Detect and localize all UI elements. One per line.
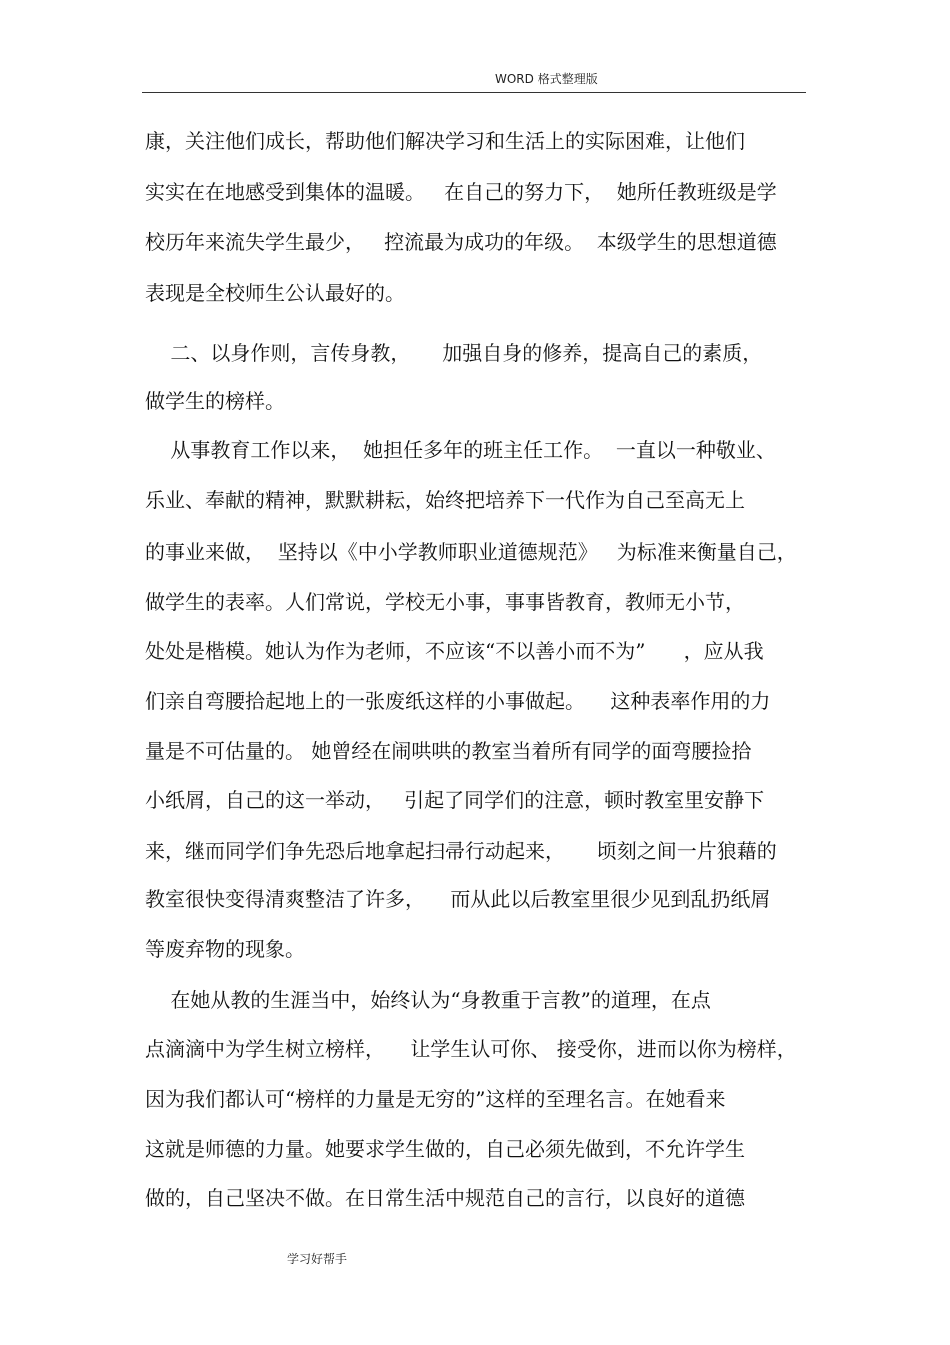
text-line: 做的，自己坚决不做。在日常生活中规范自己的言行，以良好的道德 bbox=[145, 1186, 745, 1210]
text-line: 小纸屑，自己的这一举动， 引起了同学们的注意，顿时教室里安静下 bbox=[145, 788, 765, 812]
section-heading: 二、以身作则，言传身教， 加强自身的修养，提高自己的素质， bbox=[145, 341, 763, 365]
page-footer: 学习好帮手 bbox=[287, 1252, 348, 1266]
text-line: 处处是楷模。她认为作为老师，不应该“不以善小而不为” ，应从我 bbox=[145, 639, 764, 663]
text-line: 们亲自弯腰拾起地上的一张废纸这样的小事做起。 这种表率作用的力 bbox=[145, 689, 771, 713]
text-line: 教室很快变得清爽整洁了许多， 而从此以后教室里很少见到乱扔纸屑 bbox=[145, 887, 771, 911]
header-title: WORD 格式整理版 bbox=[495, 72, 598, 86]
text-line: 康，关注他们成长，帮助他们解决学习和生活上的实际困难，让他们 bbox=[145, 129, 745, 153]
text-line: 乐业、奉献的精神，默默耕耘，始终把培养下一代作为自己至高无上 bbox=[145, 488, 745, 512]
text-line: 从事教育工作以来， 她担任多年的班主任工作。 一直以一种敬业、 bbox=[145, 438, 776, 462]
text-line: 点滴滴中为学生树立榜样， 让学生认可你、 接受你，进而以你为榜样， bbox=[145, 1037, 797, 1061]
text-line: 在她从教的生涯当中，始终认为“身教重于言教”的道理，在点 bbox=[145, 988, 711, 1012]
text-line: 做学生的榜样。 bbox=[145, 389, 285, 413]
text-line: 因为我们都认可“榜样的力量是无穷的”这样的至理名言。在她看来 bbox=[145, 1087, 726, 1111]
text-line: 量是不可估量的。 她曾经在闹哄哄的教室当着所有同学的面弯腰捡拾 bbox=[145, 739, 752, 763]
text-line: 的事业来做， 坚持以《中小学教师职业道德规范》 为标准来衡量自己， bbox=[145, 540, 797, 564]
text-line: 表现是全校师生公认最好的。 bbox=[145, 281, 405, 305]
text-line: 来，继而同学们争先恐后地拿起扫帚行动起来， 顷刻之间一片狼藉的 bbox=[145, 839, 777, 863]
text-line: 校历年来流失学生最少， 控流最为成功的年级。 本级学生的思想道德 bbox=[145, 230, 777, 254]
page-header bbox=[142, 66, 806, 93]
text-line: 做学生的表率。人们常说，学校无小事，事事皆教育，教师无小节， bbox=[145, 590, 745, 614]
text-line: 等废弃物的现象。 bbox=[145, 937, 305, 961]
text-line: 这就是师德的力量。她要求学生做的，自己必须先做到，不允许学生 bbox=[145, 1137, 745, 1161]
text-line: 实实在在地感受到集体的温暖。 在自己的努力下， 她所任教班级是学 bbox=[145, 180, 777, 204]
